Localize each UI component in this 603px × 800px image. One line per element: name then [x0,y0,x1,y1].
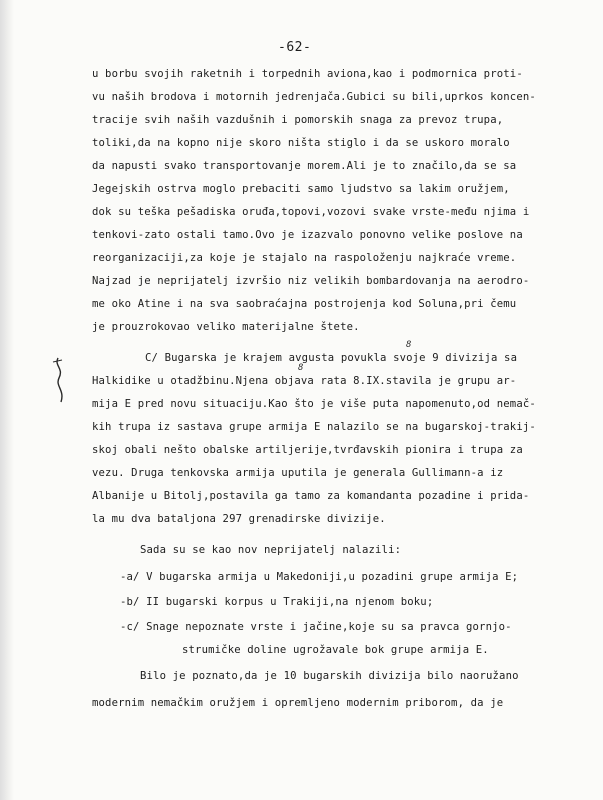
text-line: je prouzrokovao veliko materijalne štete. [92,321,360,333]
text-line: reorganizaciji,za koje je stajalo na raspoloženju najkraće vreme. [92,252,517,264]
scan-edge-shadow [0,0,14,800]
text-line: tenkovi-zato ostali tamo.Ovo je izazvalo ponovno velike poslove na [92,229,523,241]
text-line: Bilo je poznato,da je 10 bugarskih divizija bilo naoružano [140,670,519,682]
handwritten-superscript: 8 [406,340,412,350]
text-line: u borbu svojih raketnih i torpednih aviona,kao i podmornica proti- [92,68,523,80]
text-line: mija E pred novu situaciju.Kao što je više puta napomenuto,od nemač- [92,398,536,410]
page-number: -62- [278,40,312,55]
text-line: strumičke doline ugrožavale bok grupe armija E. [182,644,489,656]
handwritten-margin-mark [50,356,72,404]
text-line: -b/ II bugarski korpus u Trakiji,na njenom boku; [120,596,434,608]
text-line: la mu dva bataljona 297 grenadirske divizije. [92,513,386,525]
text-line: C/ Bugarska je krajem avgusta povukla svoje 9 divizija sa [145,352,518,364]
text-line: toliki,da na kopno nije skoro ništa stiglo i da se uskoro moralo [92,137,510,149]
text-line: kih trupa iz sastava grupe armija E nalazilo se na bugarskoj-trakij- [92,421,536,433]
text-line: vu naših brodova i motornih jedrenjača.Gubici su bili,uprkos koncen- [92,91,536,103]
text-line: Albanije u Bitolj,postavila ga tamo za komandanta pozadine i prida- [92,490,530,502]
text-line: skoj obali nešto obalske artiljerije,tvrđavskih pionira i trupa za [92,444,523,456]
text-line: modernim nemačkim oružjem i opremljeno modernim priborom, da je [92,697,504,709]
text-line: -a/ V bugarska armija u Makedoniji,u pozadini grupe armija E; [120,571,519,583]
text-line: vezu. Druga tenkovska armija uputila je generala Gullimann-a iz [92,467,504,479]
text-line: tracije svih naših vazdušnih i pomorskih snaga za prevoz trupa, [92,114,504,126]
text-line: Halkidike u otadžbinu.Njena objava rata 8.IX.stavila je grupu ar- [92,375,517,387]
text-line: da napusti svako transportovanje morem.Ali je to značilo,da se sa [92,160,517,172]
text-line: Najzad je neprijatelj izvršio niz velikih bombardovanja na aerodro- [92,275,530,287]
text-line: Sada su se kao nov neprijatelj nalazili: [140,544,402,556]
text-line: -c/ Snage nepoznate vrste i jačine,koje su sa pravca gornjo- [120,621,512,633]
handwritten-superscript: 8 [298,363,304,373]
text-line: me oko Atine i na sva saobraćajna postrojenja kod Soluna,pri čemu [92,298,517,310]
text-line: Jegejskih ostrva moglo prebaciti samo ljudstvo sa lakim oružjem, [92,183,510,195]
text-line: dok su teška pešadiska oruđa,topovi,vozovi svake vrste-među njima i [92,206,530,218]
